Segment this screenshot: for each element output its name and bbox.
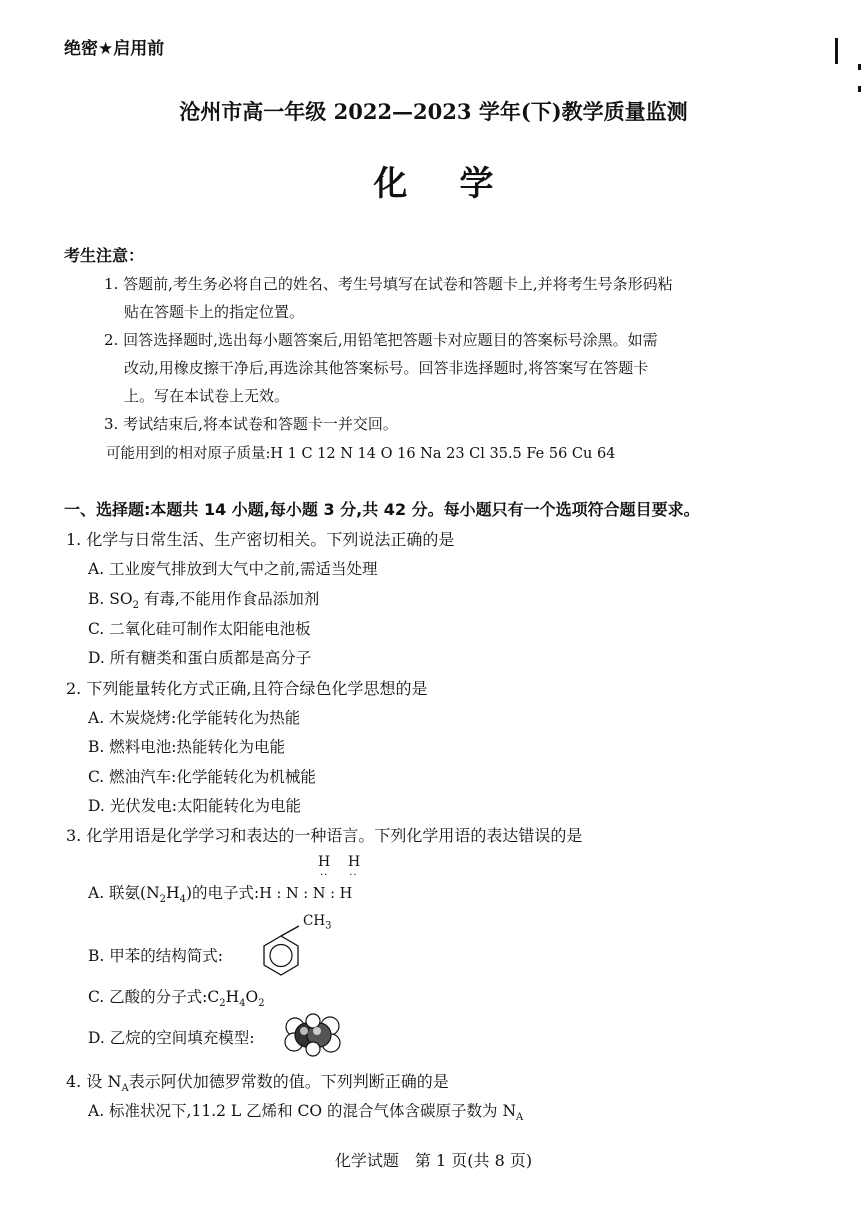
question-2-option-a: A. 木炭烧烤:化学能转化为热能: [88, 709, 301, 727]
atomic-masses: 可能用到的相对原子质量:H 1 C 12 N 14 O 16 Na 23 Cl 35.5 Fe 56 Cu 64: [106, 446, 616, 462]
hydrazine-top-h-1: H: [318, 854, 331, 870]
notice-item-1: 1. 答题前,考生务必将自己的姓名、考生号填写在试卷和答题卡上,并将考生号条形码粘: [104, 275, 673, 293]
toluene-structure: [255, 925, 307, 977]
binding-mark: [858, 86, 861, 92]
exam-title: 沧州市高一年级 2022—2023 学年(下)教学质量监测: [179, 99, 688, 124]
ethane-space-filling-model: [284, 1013, 342, 1057]
question-2-stem: 2. 下列能量转化方式正确,且符合绿色化学思想的是: [66, 679, 428, 698]
hydrazine-top-h-2: H: [348, 854, 361, 870]
notice-item-1-cont: 贴在答题卡上的指定位置。: [124, 303, 305, 321]
question-2-option-c: C. 燃油汽车:化学能转化为机械能: [88, 768, 316, 786]
question-4-stem: 4. 设 $N_A$表示阿伏加德罗常数的值。下列判断正确的是: [66, 1072, 449, 1095]
section-heading: 一、选择题:本题共 14 小题,每小题 3 分,共 42 分。每小题只有一个选项符合题目要求。: [64, 500, 700, 519]
question-2-option-b: B. 燃料电池:热能转化为电能: [88, 738, 285, 756]
hydrazine-electron-formula: H : N : N : H: [259, 886, 353, 902]
notice-item-2-cont2: 上。写在本试卷上无效。: [124, 387, 290, 405]
question-3-stem: 3. 化学用语是化学学习和表达的一种语言。下列化学用语的表达错误的是: [66, 826, 583, 845]
question-1-option-d: D. 所有糖类和蛋白质都是高分子: [88, 649, 312, 667]
question-3-option-d: D. 乙烷的空间填充模型:: [88, 1029, 255, 1047]
question-1-option-b: B. $SO_2$ 有毒,不能用作食品添加剂: [88, 590, 320, 612]
notice-item-2-cont: 改动,用橡皮擦干净后,再选涂其他答案标号。回答非选择题时,将答案写在答题卡: [124, 359, 649, 377]
page-footer: 化学试题 第 1 页(共 8 页): [334, 1151, 533, 1170]
question-4-option-a: A. 标准状况下,11.2 L 乙烯和 CO 的混合气体含碳原子数为 $N_A$: [88, 1102, 524, 1124]
question-1-stem: 1. 化学与日常生活、生产密切相关。下列说法正确的是: [66, 530, 455, 549]
confidential-label: 绝密★启用前: [64, 39, 165, 59]
notice-item-3: 3. 考试结束后,将本试卷和答题卡一并交回。: [104, 415, 398, 433]
notice-heading: 考生注意：: [64, 246, 145, 265]
notice-item-2: 2. 回答选择题时,选出每小题答案后,用铅笔把答题卡对应题目的答案标号涂黑。如需: [104, 331, 658, 349]
subject-title: 化学: [373, 164, 546, 204]
question-3-option-b: B. 甲苯的结构简式:: [88, 947, 223, 965]
question-2-option-d: D. 光伏发电:太阳能转化为电能: [88, 797, 301, 815]
methyl-label: $CH_3$: [303, 913, 332, 932]
question-3-option-c: C. 乙酸的分子式$:C_2H_4O_2$: [88, 988, 265, 1010]
binding-mark: [835, 38, 838, 64]
binding-mark: [858, 64, 861, 70]
electron-dots: ·· ··: [320, 870, 358, 881]
question-3-option-a: A. 联氨$(N_2H_4)$的电子式:H : N : N : H: [88, 884, 353, 906]
question-1-option-c: C. 二氧化硅可制作太阳能电池板: [88, 620, 311, 638]
question-1-option-a: A. 工业废气排放到大气中之前,需适当处理: [88, 560, 378, 578]
